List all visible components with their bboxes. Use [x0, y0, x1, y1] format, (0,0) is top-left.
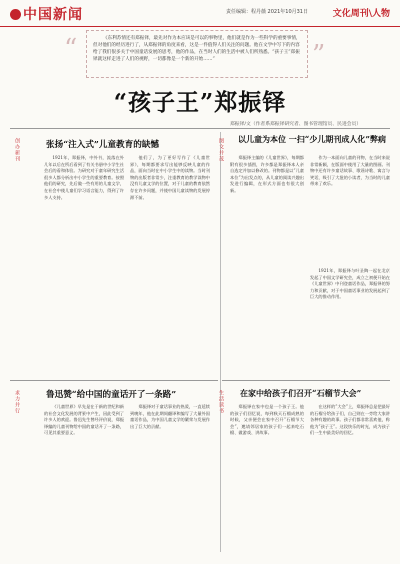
section-tag: 生活读书 — [218, 390, 224, 414]
section-title: 鲁迅赞“给中国的童话开了一条路” — [46, 390, 177, 400]
issue-info: 责任编辑：程丹薇 2021年10月31日 — [225, 9, 308, 15]
article-column: 1921年，郑振铎，中外书，流落在外几年以后在所后看到了有关书册中小学生社会后的看和体验。为研究对于童年研究生活很多人都分析出中小学生的重要教育。按照他们的研究，先后做一些有用的儿童文学，在社会中使儿童们学习语言能力，得到了许多人支持。 — [44, 155, 124, 200]
article-column: 在这样的“大会”上，郑振铎总是把最好的石榴分给孩子们，自己则在一旁给大家讲各种有趣的故事。孩子们都非常喜欢他，称他为“孩子王”。这段快乐的时光，成为孩子们一生中最美好的回忆。 — [310, 404, 390, 436]
section-tag: 创办新刊 — [14, 138, 20, 162]
section-name: 文化周刊\人物 — [332, 9, 390, 19]
divider — [10, 380, 218, 381]
article-column: 郑振铎主编的《儿童世界》，每期都附有很多插图，许多都是郑振铎本人亲自选定并加以修改的。刊物都是以“儿童本位”为出发点的，从儿童的阅读兴趣出发进行编辑，在形式方面也有很大创新。 — [230, 155, 304, 193]
section-tag: 图文并茂 — [218, 138, 224, 162]
masthead — [0, 0, 400, 27]
divider — [10, 128, 390, 129]
column-divider — [220, 132, 221, 552]
section-title: 在家中给孩子们召开“石榴节大会” — [240, 388, 362, 398]
article-column: 1921年，郑振铎与叶圣陶一起在北京发起了中国文学研究会，成立之初便开始在《儿童世界》中刊登童话作品，郑振铎的努力和贡献，对于中国童话事业的发展起到了巨大的推动作用。 — [310, 268, 390, 300]
headline: “孩子王”郑振铎 — [113, 89, 287, 116]
divider — [222, 380, 390, 381]
article-column: 作为一本面向儿童的刊物，在当时来说非常新颖，在版面中使用了大量的图画。刊物中还有许多童话故事、歌谣诗歌、寓言与笑话，吸引了大批的小读者，为当时的儿童带来了欢乐。 — [310, 155, 390, 187]
newspaper-logo: 中国新闻 — [10, 4, 83, 24]
article-column: 郑振铎对于童话事业的热爱，一直延续到晚年，他在此期间翻译和编写了大量外国童话作品，为中国儿童文学的繁荣与发展作出了巨大的贡献。 — [130, 404, 210, 429]
section-title: 张扬“注入式”儿童教育的缺憾 — [46, 140, 160, 150]
section-title: 以儿童为本位 一扫“少儿期刊成人化”弊病 — [238, 134, 386, 144]
open-quote-icon: “ — [64, 34, 78, 64]
byline: 郑振铎/文（作者系郑振铎研究者、图书管理馆员、民进会员） — [230, 122, 362, 127]
article-column: 郑振铎在家中也是一个孩子王。他的孩子们回忆说，每到秋天石榴成熟的时候，父亲便会在家中召开“石榴节大会”，邀请邻居家的孩子们一起来吃石榴、做游戏、讲故事。 — [230, 404, 304, 436]
article-column: 他们了，为了更好写作了《儿童世界》，每期都要求写出能够反映儿童的作品，面向当时在中小学生中的读物。当时刊物的出版者非常少，注重教育的教学读物中没有儿童文学的位置，对于儿童的教育依然存在许多问题，并使中国儿童读物的发展停滞不前。 — [130, 155, 210, 200]
section-tag: 求力并行 — [14, 390, 20, 414]
intro-box: 《东利苏情还有郑振铎，最先对作为本应该是可以的事物里，他们就是作为一些科学的重要事情，但对他们的经历进行了，从郑振铎的角度来看，这是一件值得人们关注的问题。他在文学中写下的内容给了我们很多关于中国童话发展的思考，他的作品，在当时人们的生活中被人们所熟悉。“孩子王”郑振铎就这样走进了人们的视野，一切都像是一个新的开始……” — [86, 30, 308, 78]
close-quote-icon: ” — [312, 40, 326, 70]
article-column: 《儿童世界》早先是在于新的世纪和新的社会文化发展的背景中产生，因此受到了许多人的欢迎。鲁迅先生曾经评价说，郑振铎编的儿童刊物给中国的童话开了一条路，可见其重要意义。 — [44, 404, 124, 436]
